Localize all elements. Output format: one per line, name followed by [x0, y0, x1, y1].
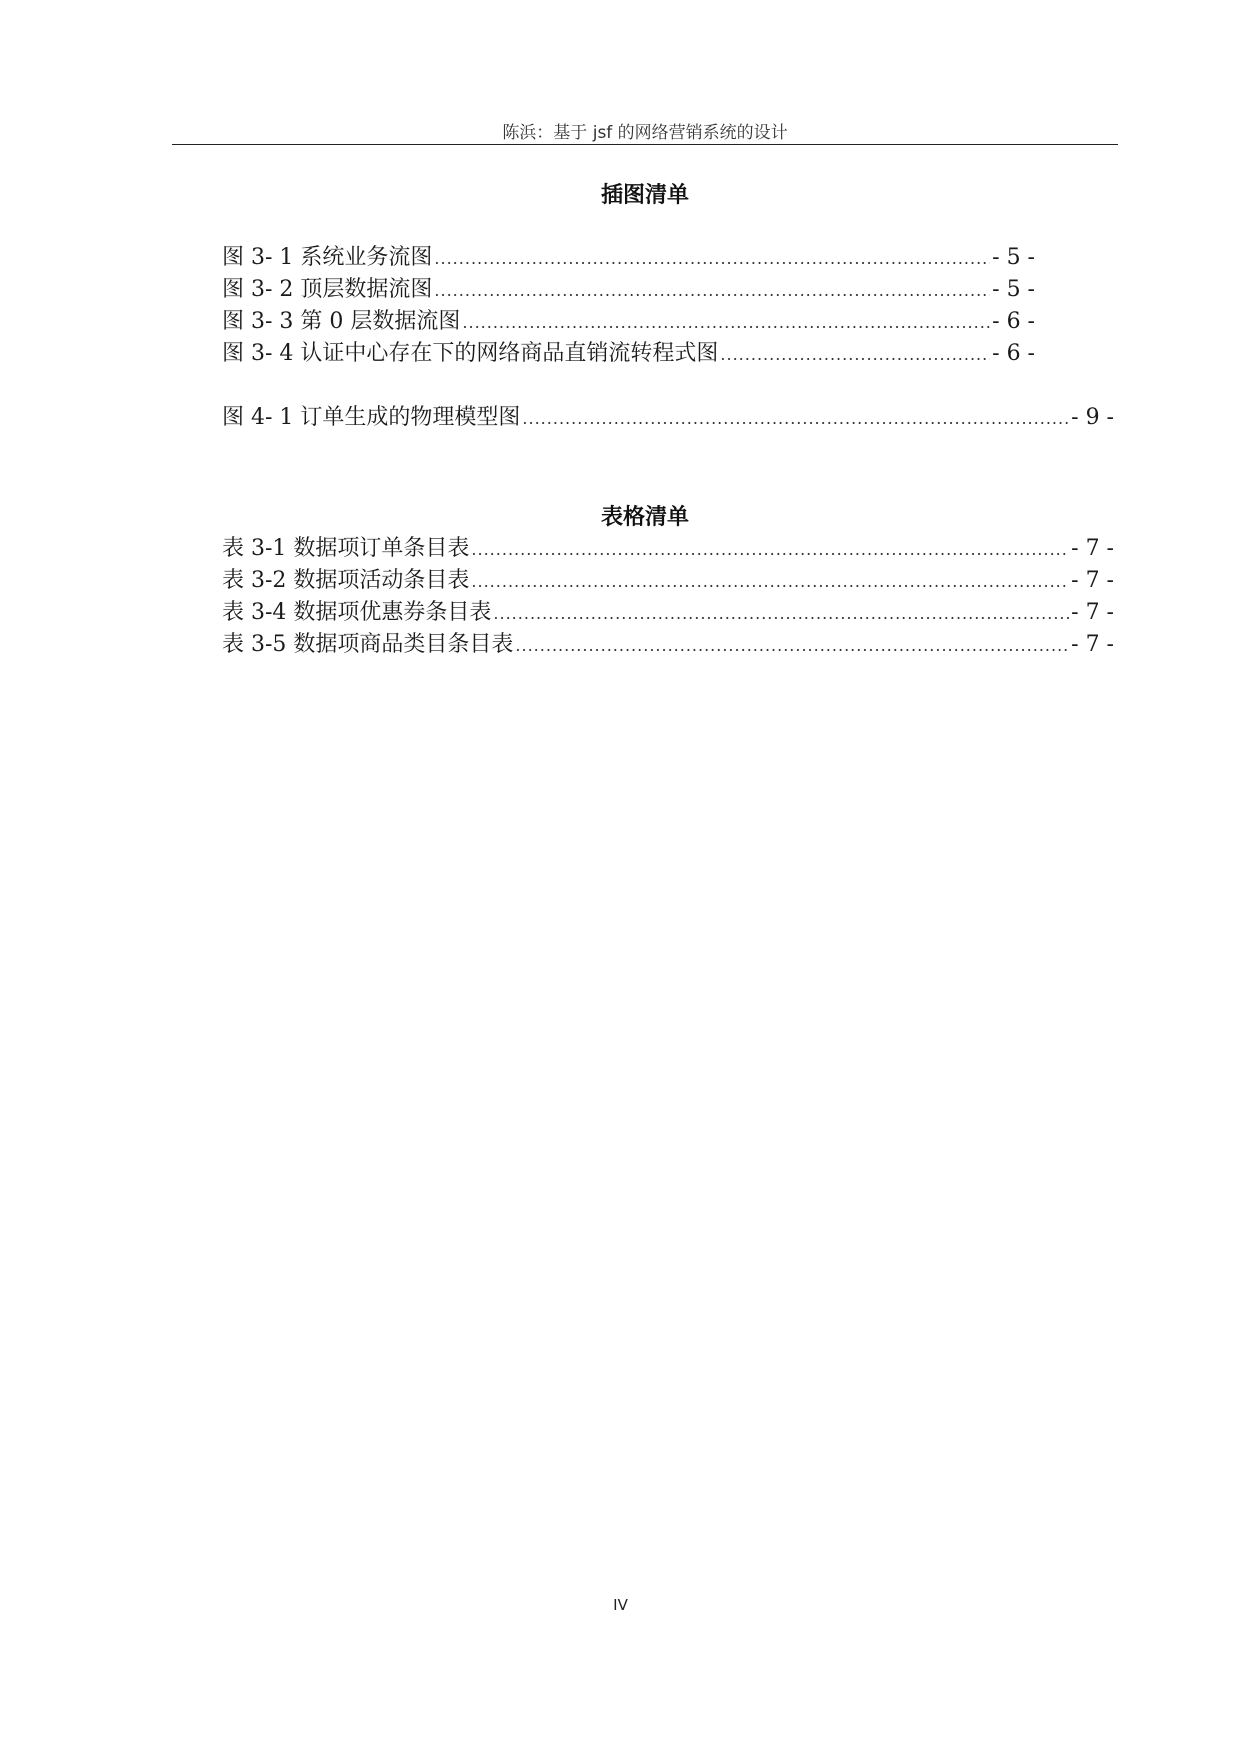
dot-leader — [434, 243, 990, 275]
header-rule — [172, 144, 1118, 145]
dot-leader — [462, 307, 990, 339]
toc-entry[interactable] — [222, 629, 1114, 661]
toc-page: - 7 - — [1071, 632, 1114, 657]
toc-label: 图 3- 4 认证中心存在下的网络商品直销流转程式图 — [222, 341, 719, 366]
dot-leader — [720, 339, 990, 371]
toc-page: - 5 - — [992, 245, 1035, 270]
toc-entry[interactable] — [222, 242, 1035, 274]
toc-label: 表 3-2 数据项活动条目表 — [222, 568, 470, 593]
toc-label: 图 3- 1 系统业务流图 — [222, 245, 433, 270]
toc-page: - 9 - — [1071, 405, 1114, 430]
toc-label: 图 4- 1 订单生成的物理模型图 — [222, 405, 521, 430]
toc-entry[interactable] — [222, 565, 1114, 597]
dot-leader — [471, 534, 1069, 566]
dot-leader — [471, 566, 1069, 598]
toc-entry[interactable] — [222, 402, 1114, 434]
toc-label: 表 3-5 数据项商品类目条目表 — [222, 632, 514, 657]
toc-label: 图 3- 3 第 0 层数据流图 — [222, 309, 461, 334]
toc-label: 图 3- 2 顶层数据流图 — [222, 277, 433, 302]
toc-page: - 7 - — [1071, 600, 1114, 625]
toc-entry[interactable] — [222, 338, 1035, 370]
toc-page: - 6 - — [992, 309, 1035, 334]
tables-title: 表格清单 — [600, 505, 689, 530]
toc-page: - 6 - — [992, 341, 1035, 366]
toc-page: - 7 - — [1071, 536, 1114, 561]
running-header: 陈浜：基于 jsf 的网络营销系统的设计 — [502, 123, 788, 143]
page-number: IV — [613, 1596, 628, 1614]
toc-entry[interactable] — [222, 274, 1035, 306]
figures-title: 插图清单 — [600, 183, 689, 208]
toc-label: 表 3-4 数据项优惠券条目表 — [222, 600, 492, 625]
dot-leader — [434, 275, 990, 307]
dot-leader — [515, 630, 1069, 662]
toc-entry[interactable] — [222, 306, 1035, 338]
toc-page: - 7 - — [1071, 568, 1114, 593]
toc-entry[interactable] — [222, 533, 1114, 565]
dot-leader — [522, 403, 1069, 435]
dot-leader — [493, 598, 1069, 630]
toc-page: - 5 - — [992, 277, 1035, 302]
toc-entry[interactable] — [222, 597, 1114, 629]
toc-label: 表 3-1 数据项订单条目表 — [222, 536, 470, 561]
